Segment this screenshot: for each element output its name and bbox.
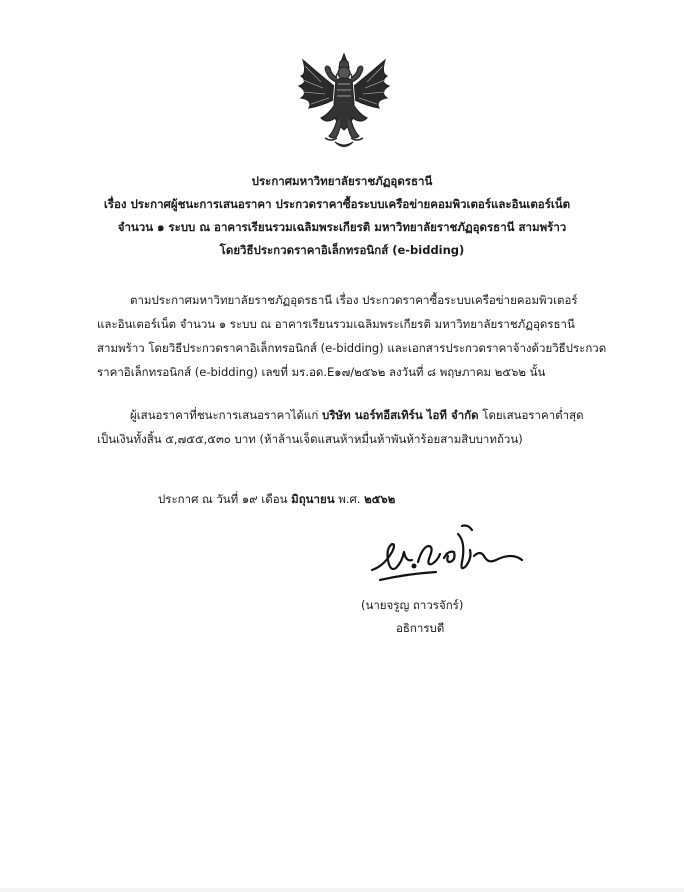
paragraph1-line3: สามพร้าว โดยวิธีประกวดราคาอิเล็กทรอนิกส์ (e-bidding) และเอกสารประกวดราคาจ้างด้วยวิธีประกวด (97, 341, 607, 355)
paragraph2-line1 (130, 407, 584, 423)
paragraph1-line2: และอินเตอร์เน็ต จำนวน ๑ ระบบ ณ อาคารเรียนรวมเฉลิมพระเกียรติ มหาวิทยาลัยราชภัฏอุดรธานี (97, 317, 575, 331)
paragraph1-line1: ตามประกาศมหาวิทยาลัยราชภัฏอุดรธานี เรื่อง ประกวดราคาซื้อระบบเครือข่ายคอมพิวเตอร์ (130, 293, 578, 307)
winner-intro: ผู้เสนอราคาที่ชนะการเสนอราคาได้แก่ (130, 408, 323, 422)
announcement-heading (40, 170, 644, 262)
heading-subject: เรื่อง ประกาศผู้ชนะการเสนอราคา ประกวดราคาซื้อระบบเครือข่ายคอมพิวเตอร์และอินเตอร์เน็ต (103, 197, 571, 211)
signatory-title: อธิการบดี (396, 621, 445, 635)
announce-date: ประกาศ ณ วันที่ ๑๙ เดือน มิถุนายน พ.ศ. ๒๕๖๒ (158, 492, 396, 506)
winner-price-intro: โดยเสนอราคาต่ำสุด (478, 408, 584, 422)
garuda-emblem (291, 52, 397, 152)
signatory-name: (นายจรูญ ถาวรจักร์) (361, 598, 464, 612)
heading-subject-cont: จำนวน ๑ ระบบ ณ อาคารเรียนรวมเฉลิมพระเกียรติ มหาวิทยาลัยราชภัฏอุดรธานี สามพร้าว (117, 220, 567, 234)
signature (366, 522, 528, 592)
announce-month: มิถุนายน (291, 492, 335, 506)
winner-company: บริษัท นอร์ทอีสเทิร์น ไอที จำกัด (322, 408, 479, 422)
heading-issuer: ประกาศมหาวิทยาลัยราชภัฏอุดรธานี (251, 174, 433, 188)
paragraph2-line2: เป็นเงินทั้งสิ้น ๕,๗๕๕,๕๓๐ บาท (ห้าล้านเจ็ดแสนห้าหมื่นห้าพันห้าร้อยสามสิบบาทถ้วน) (97, 432, 523, 446)
announce-day: ๑๙ (241, 492, 258, 506)
announce-year: ๒๕๖๒ (364, 492, 396, 506)
page-bottom-edge (0, 888, 684, 892)
heading-method: โดยวิธีประกวดราคาอิเล็กทรอนิกส์ (e-bidding) (219, 243, 465, 257)
paragraph1-line4: ราคาอิเล็กทรอนิกส์ (e-bidding) เลขที่ มร.อด.E๑๗/๒๕๖๒ ลงวันที่ ๘ พฤษภาคม ๒๕๖๒ นั้น (97, 365, 546, 379)
